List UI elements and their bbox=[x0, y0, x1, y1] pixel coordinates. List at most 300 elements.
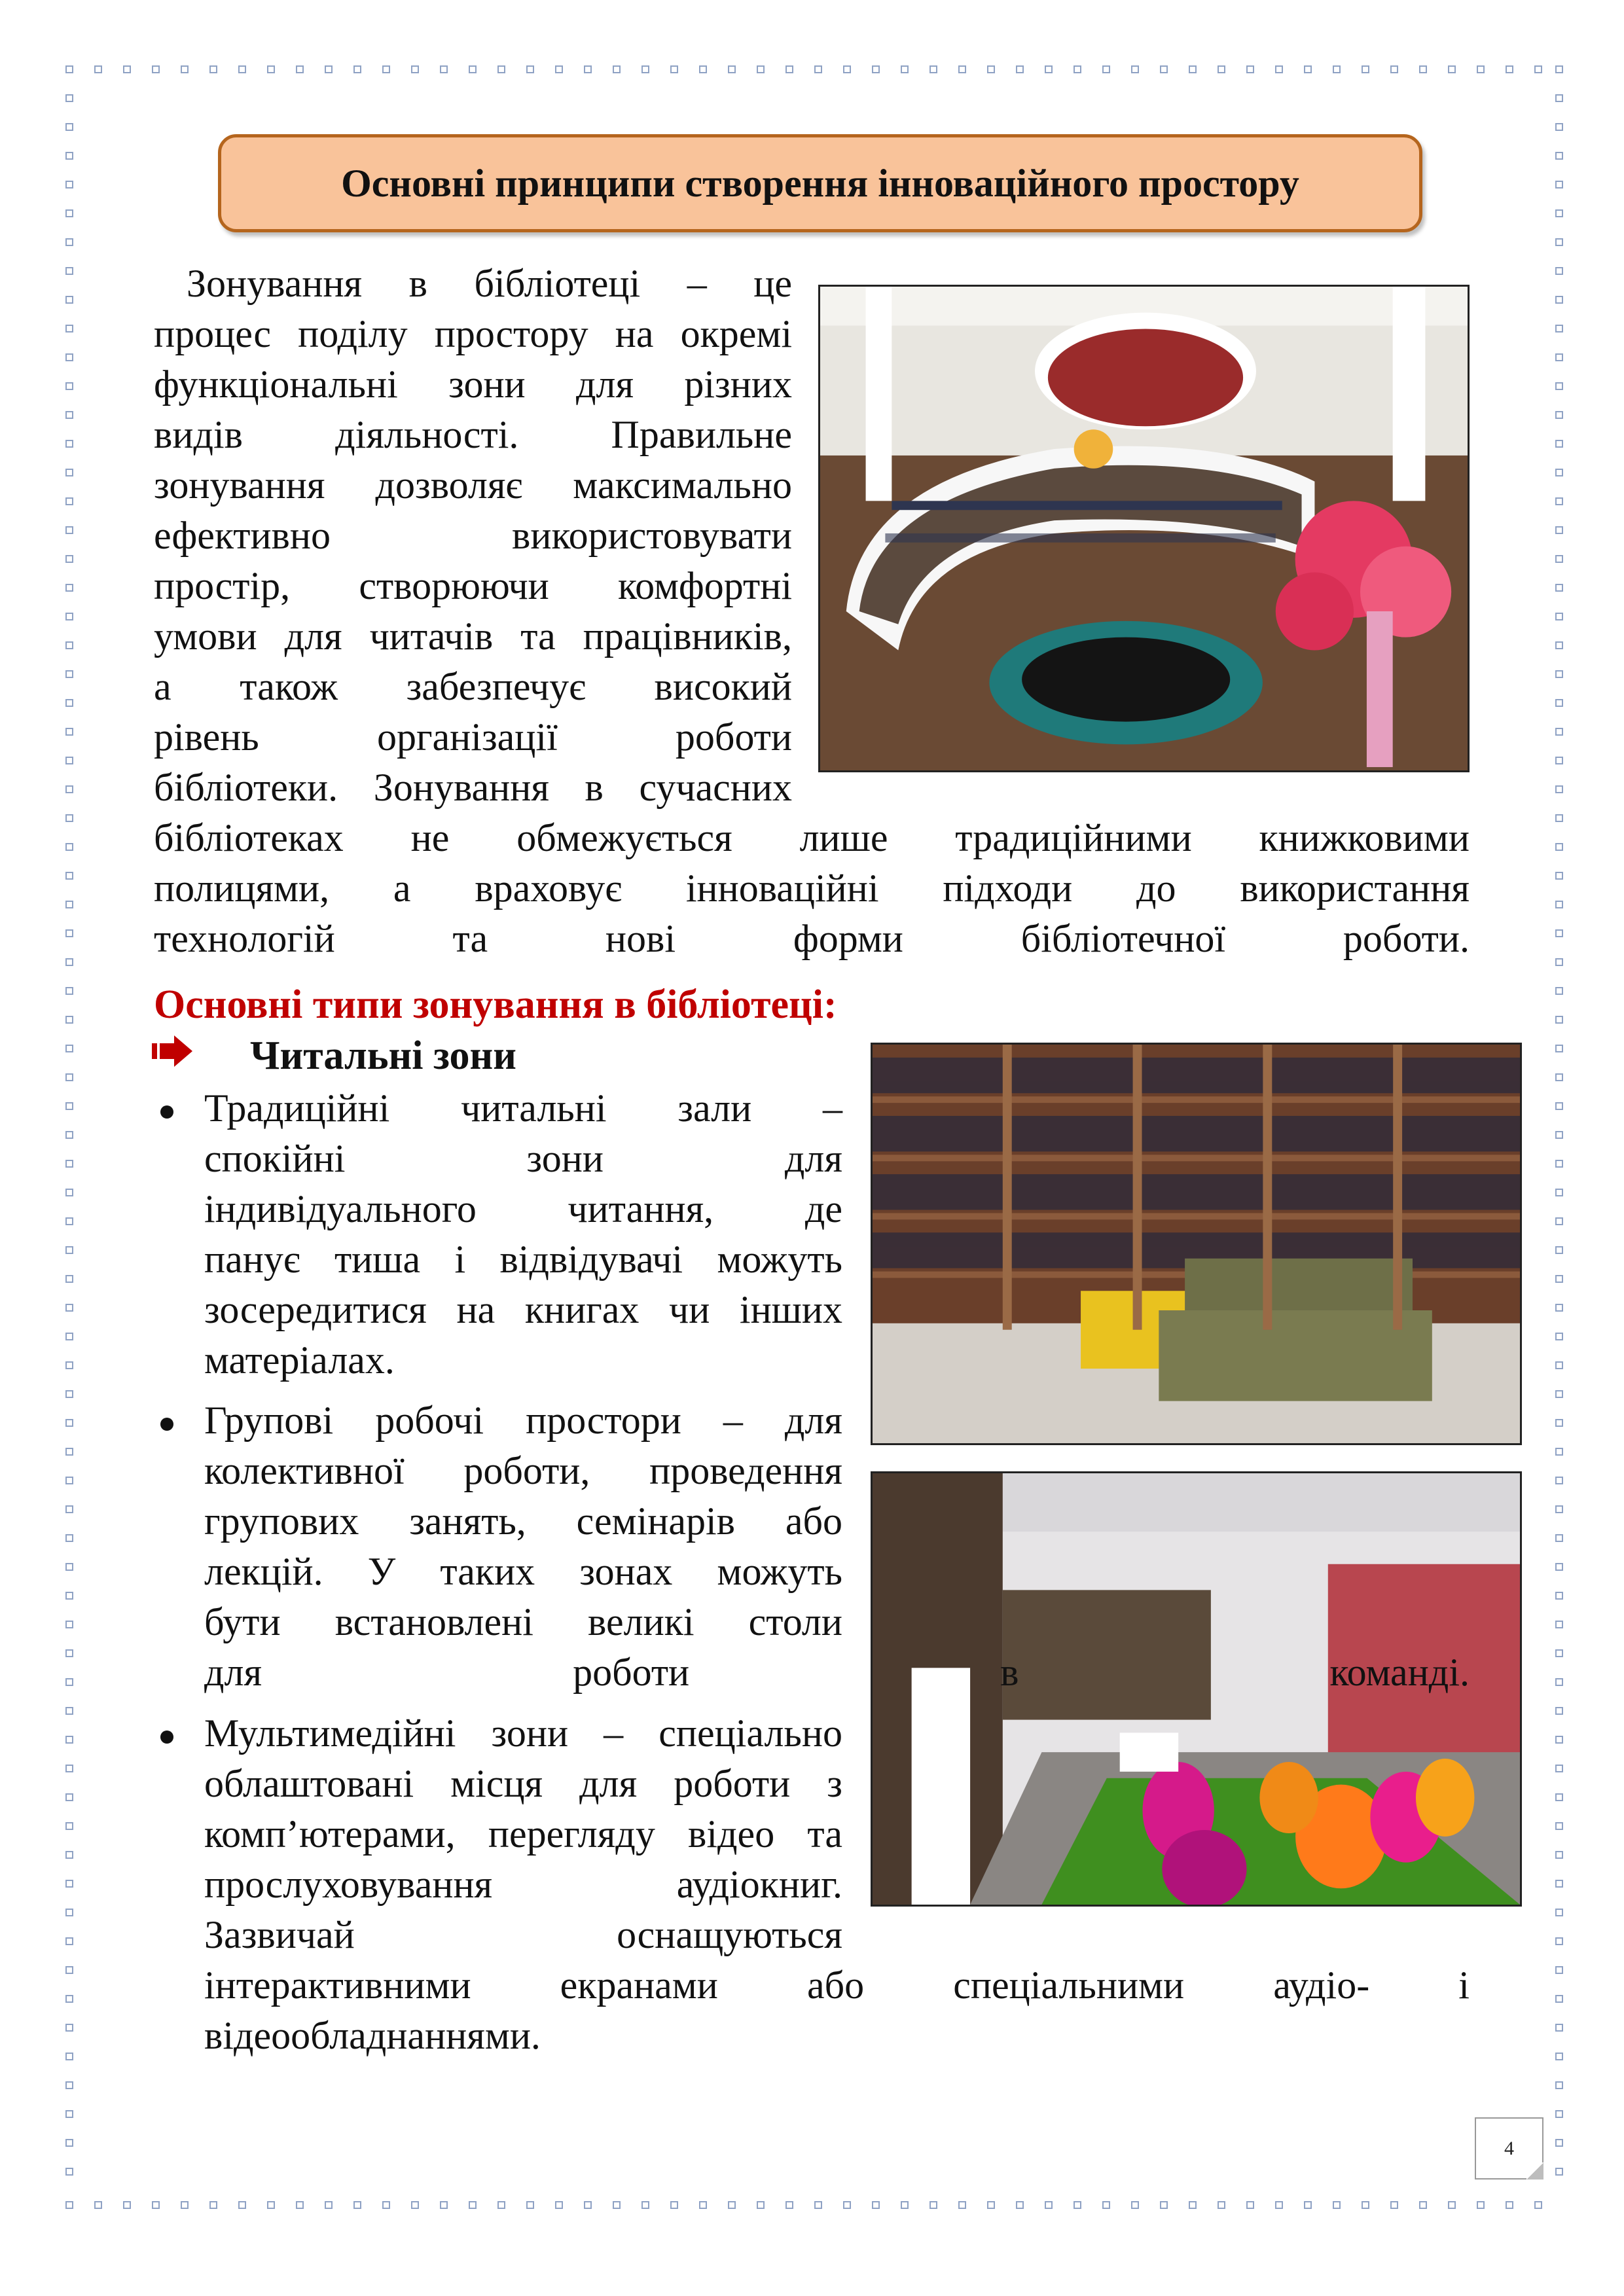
border-square bbox=[1555, 555, 1563, 563]
border-square bbox=[584, 65, 592, 73]
border-square bbox=[1555, 440, 1563, 448]
border-square bbox=[65, 1505, 73, 1513]
word: колективної bbox=[204, 1449, 405, 1492]
border-square bbox=[65, 267, 73, 275]
border-square bbox=[1246, 65, 1254, 73]
border-square bbox=[1555, 1419, 1563, 1427]
word: зонах bbox=[579, 1550, 673, 1593]
section-heading: Основні типи зонування в бібліотеці: bbox=[154, 982, 837, 1027]
border-square bbox=[929, 2201, 937, 2209]
word: читальні bbox=[461, 1086, 607, 1130]
border-square bbox=[1555, 181, 1563, 188]
text-line-last: технологій та нові форми бібліотечної роботи. bbox=[154, 917, 1470, 960]
word: екранами bbox=[560, 1964, 718, 2007]
border-square bbox=[1555, 1678, 1563, 1686]
border-square bbox=[1555, 353, 1563, 361]
text-line bbox=[154, 561, 792, 611]
border-square bbox=[65, 123, 73, 131]
border-square bbox=[1555, 1765, 1563, 1772]
text-line bbox=[154, 813, 1470, 863]
word: та bbox=[807, 1812, 842, 1856]
border-square bbox=[1045, 65, 1053, 73]
border-square bbox=[1246, 2201, 1254, 2209]
text-line-last: для роботи в команді. bbox=[204, 1651, 1470, 1694]
word: відео bbox=[688, 1812, 775, 1856]
border-square bbox=[65, 1016, 73, 1024]
word: і bbox=[1458, 1964, 1470, 2007]
border-square bbox=[382, 65, 390, 73]
word: великі bbox=[588, 1600, 695, 1643]
word: поділу bbox=[298, 312, 408, 355]
border-square bbox=[1362, 65, 1369, 73]
word: видів bbox=[154, 413, 243, 456]
border-square bbox=[757, 65, 765, 73]
border-square bbox=[785, 2201, 793, 2209]
word: зонування bbox=[154, 463, 325, 507]
border-square bbox=[929, 65, 937, 73]
text-line-last: відеообладнаннями. bbox=[204, 2014, 541, 2057]
border-square bbox=[65, 2024, 73, 2032]
text-line bbox=[204, 1597, 842, 1647]
border-square bbox=[469, 2201, 477, 2209]
border-square bbox=[65, 872, 73, 880]
border-square bbox=[65, 181, 73, 188]
border-square bbox=[238, 65, 246, 73]
border-square bbox=[1555, 699, 1563, 707]
border-square bbox=[1555, 929, 1563, 937]
border-square bbox=[1555, 872, 1563, 880]
word: місця bbox=[450, 1762, 543, 1805]
border-square bbox=[1555, 1822, 1563, 1830]
border-square bbox=[65, 353, 73, 361]
border-square bbox=[814, 65, 822, 73]
border-square bbox=[1362, 2201, 1369, 2209]
border-square bbox=[1555, 613, 1563, 620]
border-square bbox=[1555, 641, 1563, 649]
border-square bbox=[1555, 94, 1563, 102]
text-line bbox=[204, 1910, 842, 1960]
border-square bbox=[958, 2201, 966, 2209]
border-square bbox=[1218, 2201, 1225, 2209]
word: – bbox=[723, 1399, 743, 1442]
text-line bbox=[204, 1859, 842, 1910]
border-square bbox=[613, 2201, 621, 2209]
word: це bbox=[753, 262, 792, 305]
word: рівень bbox=[154, 715, 259, 759]
border-square bbox=[958, 65, 966, 73]
border-square bbox=[1555, 2168, 1563, 2176]
word: або bbox=[785, 1499, 842, 1543]
word: читачів bbox=[369, 615, 494, 658]
border-square bbox=[65, 728, 73, 736]
page-curl-icon bbox=[1526, 2162, 1543, 2179]
border-square bbox=[1555, 1851, 1563, 1859]
border-square bbox=[65, 1937, 73, 1945]
border-square bbox=[1448, 65, 1456, 73]
word: ефективно bbox=[154, 514, 331, 557]
word: бути bbox=[204, 1600, 281, 1643]
border-square bbox=[1555, 1102, 1563, 1110]
word: умови bbox=[154, 615, 257, 658]
word: аудіокниг. bbox=[676, 1863, 842, 1906]
word: перегляду bbox=[488, 1812, 655, 1856]
border-square bbox=[1555, 901, 1563, 908]
bullet-dot bbox=[160, 1418, 173, 1431]
border-square bbox=[152, 2201, 160, 2209]
border-square bbox=[1555, 238, 1563, 246]
word: процес bbox=[154, 312, 271, 355]
border-square bbox=[1131, 65, 1139, 73]
page-number: 4 bbox=[1504, 2137, 1514, 2159]
border-square bbox=[65, 670, 73, 678]
border-square bbox=[1555, 2024, 1563, 2032]
border-square bbox=[1555, 1390, 1563, 1398]
word: Правильне bbox=[611, 413, 792, 456]
border-square bbox=[1555, 584, 1563, 592]
text-line-last: матеріалах. bbox=[204, 1338, 395, 1382]
text-line bbox=[204, 1759, 842, 1809]
border-square bbox=[123, 2201, 131, 2209]
border-square bbox=[1555, 152, 1563, 160]
border-square bbox=[872, 65, 880, 73]
word: аудіо- bbox=[1273, 1964, 1370, 2007]
border-square bbox=[65, 1736, 73, 1744]
text-line bbox=[204, 1184, 842, 1234]
word: різних bbox=[684, 363, 792, 406]
text-line bbox=[154, 359, 792, 410]
border-square bbox=[1555, 1189, 1563, 1196]
word: У bbox=[367, 1550, 396, 1593]
word: панує bbox=[204, 1238, 300, 1281]
border-square bbox=[65, 785, 73, 793]
word: зосередитися bbox=[204, 1288, 427, 1331]
border-square bbox=[65, 987, 73, 995]
word: Традиційні bbox=[204, 1086, 390, 1130]
word: Групові bbox=[204, 1399, 334, 1442]
border-square bbox=[65, 699, 73, 707]
border-square bbox=[65, 1477, 73, 1484]
border-square bbox=[65, 209, 73, 217]
word: індивідуального bbox=[204, 1187, 477, 1230]
border-square bbox=[1506, 2201, 1513, 2209]
word: бібліотеці bbox=[474, 262, 641, 305]
border-square bbox=[65, 584, 73, 592]
word: спеціальними bbox=[953, 1964, 1185, 2007]
border-square bbox=[1333, 2201, 1341, 2209]
border-square bbox=[1555, 1937, 1563, 1945]
word: простори bbox=[526, 1399, 681, 1442]
border-square bbox=[1555, 469, 1563, 476]
border-square bbox=[670, 65, 678, 73]
border-square bbox=[65, 555, 73, 563]
word: і bbox=[454, 1238, 466, 1281]
word: до bbox=[1136, 867, 1176, 910]
word: а bbox=[154, 665, 171, 708]
word: з bbox=[827, 1762, 842, 1805]
border-square bbox=[1555, 1707, 1563, 1715]
border-square bbox=[814, 2201, 822, 2209]
border-square bbox=[65, 1995, 73, 2003]
border-square bbox=[1555, 1966, 1563, 1974]
word: таких bbox=[440, 1550, 535, 1593]
border-square bbox=[901, 2201, 909, 2209]
border-square bbox=[1102, 2201, 1110, 2209]
border-square bbox=[872, 2201, 880, 2209]
word: або bbox=[806, 1964, 865, 2007]
arrow-right-icon bbox=[152, 1035, 192, 1067]
word: для bbox=[575, 363, 634, 406]
word: книгах bbox=[524, 1288, 640, 1331]
text-line bbox=[154, 460, 792, 511]
border-square bbox=[1555, 296, 1563, 304]
border-square bbox=[65, 2168, 73, 2176]
border-square bbox=[65, 1304, 73, 1312]
border-square bbox=[267, 65, 275, 73]
border-square bbox=[65, 152, 73, 160]
border-square bbox=[1555, 843, 1563, 851]
text-line bbox=[204, 1083, 842, 1134]
border-square bbox=[526, 2201, 534, 2209]
border-square bbox=[670, 2201, 678, 2209]
border-square bbox=[1555, 814, 1563, 822]
border-square bbox=[757, 2201, 765, 2209]
border-square bbox=[1555, 670, 1563, 678]
border-square bbox=[785, 65, 793, 73]
word: в bbox=[585, 766, 604, 809]
word: Мультимедійні bbox=[204, 1712, 456, 1755]
border-square bbox=[1555, 1304, 1563, 1312]
word: книжковими bbox=[1259, 816, 1470, 859]
border-square bbox=[555, 2201, 563, 2209]
border-square bbox=[65, 1390, 73, 1398]
border-square bbox=[65, 814, 73, 822]
border-square bbox=[1555, 1736, 1563, 1744]
word: забезпечує bbox=[406, 665, 586, 708]
word: встановлені bbox=[334, 1600, 533, 1643]
border-square bbox=[1555, 1045, 1563, 1052]
border-square bbox=[497, 2201, 505, 2209]
text-line bbox=[154, 410, 792, 460]
word: лише bbox=[799, 816, 888, 859]
word: обмежується bbox=[516, 816, 732, 859]
border-square bbox=[65, 1592, 73, 1600]
border-square bbox=[65, 2053, 73, 2060]
border-square bbox=[440, 2201, 448, 2209]
word: діяльності. bbox=[335, 413, 519, 456]
bullet-item bbox=[204, 1708, 1470, 2061]
border-square bbox=[65, 958, 73, 966]
border-square bbox=[1160, 2201, 1168, 2209]
border-square bbox=[843, 65, 851, 73]
text-line bbox=[204, 1496, 842, 1547]
border-square bbox=[1555, 1995, 1563, 2003]
word: можуть bbox=[717, 1238, 842, 1281]
border-square bbox=[65, 1707, 73, 1715]
border-square bbox=[1555, 958, 1563, 966]
border-square bbox=[65, 1678, 73, 1686]
word: семінарів bbox=[576, 1499, 735, 1543]
border-square bbox=[65, 1966, 73, 1974]
border-square bbox=[1275, 65, 1283, 73]
word: можуть bbox=[717, 1550, 842, 1593]
word: окремі bbox=[680, 312, 792, 355]
border-square bbox=[1555, 1592, 1563, 1600]
border-square bbox=[469, 65, 477, 73]
border-square bbox=[65, 440, 73, 448]
border-square bbox=[353, 65, 361, 73]
border-square bbox=[65, 1563, 73, 1571]
word: створюючи bbox=[359, 564, 549, 607]
text-line bbox=[154, 511, 792, 561]
border-square bbox=[65, 1189, 73, 1196]
word: зони bbox=[526, 1137, 604, 1180]
border-square bbox=[65, 382, 73, 390]
word: де bbox=[804, 1187, 842, 1230]
border-square bbox=[296, 2201, 304, 2209]
word: тиша bbox=[334, 1238, 421, 1281]
word: спеціально bbox=[659, 1712, 842, 1755]
border-square bbox=[65, 641, 73, 649]
word: та bbox=[520, 615, 556, 658]
word: читання, bbox=[568, 1187, 714, 1230]
border-square bbox=[1419, 2201, 1427, 2209]
border-square bbox=[65, 1909, 73, 1916]
text-line bbox=[204, 1809, 842, 1859]
word: робочі bbox=[375, 1399, 484, 1442]
border-square bbox=[1555, 325, 1563, 332]
word: комп’ютерами, bbox=[204, 1812, 456, 1856]
border-square bbox=[65, 94, 73, 102]
border-square bbox=[1555, 1649, 1563, 1657]
text-line bbox=[204, 1134, 842, 1184]
word: інтерактивними bbox=[204, 1964, 471, 2007]
word: а bbox=[393, 867, 411, 910]
border-square bbox=[411, 65, 419, 73]
border-square bbox=[728, 65, 736, 73]
word: дозволяє bbox=[375, 463, 523, 507]
text-line bbox=[154, 611, 792, 662]
border-square bbox=[65, 843, 73, 851]
word: високий bbox=[654, 665, 792, 708]
border-square bbox=[209, 65, 217, 73]
text-line bbox=[204, 1547, 842, 1597]
border-square bbox=[1534, 65, 1542, 73]
border-square bbox=[65, 1851, 73, 1859]
border-square bbox=[65, 1765, 73, 1772]
border-square bbox=[1074, 2201, 1081, 2209]
border-square bbox=[65, 1649, 73, 1657]
word: для bbox=[579, 1762, 638, 1805]
border-square bbox=[325, 65, 333, 73]
word: простору bbox=[434, 312, 588, 355]
word: проведення bbox=[649, 1449, 842, 1492]
border-square bbox=[65, 497, 73, 505]
border-square bbox=[1555, 1073, 1563, 1081]
border-square bbox=[1304, 2201, 1312, 2209]
intro-paragraph bbox=[154, 259, 1470, 964]
text-line bbox=[204, 1708, 842, 1759]
word: відвідувачі bbox=[499, 1238, 683, 1281]
border-square bbox=[181, 65, 189, 73]
border-square bbox=[1333, 65, 1341, 73]
border-square bbox=[65, 1275, 73, 1283]
text-line bbox=[154, 259, 792, 309]
word: інноваційні bbox=[685, 867, 879, 910]
border-square bbox=[1304, 65, 1312, 73]
word: – bbox=[687, 262, 707, 305]
border-square bbox=[152, 65, 160, 73]
border-square bbox=[123, 65, 131, 73]
border-square bbox=[1555, 1160, 1563, 1168]
border-square bbox=[1555, 1909, 1563, 1916]
border-square bbox=[65, 1217, 73, 1225]
border-square bbox=[238, 2201, 246, 2209]
word: простір, bbox=[154, 564, 291, 607]
bullet-dot bbox=[160, 1105, 173, 1119]
border-square bbox=[94, 2201, 102, 2209]
text-line bbox=[154, 309, 792, 359]
border-square bbox=[65, 1246, 73, 1254]
border-square bbox=[843, 2201, 851, 2209]
border-square bbox=[1506, 65, 1513, 73]
border-square bbox=[65, 901, 73, 908]
border-square bbox=[267, 2201, 275, 2209]
text-line bbox=[204, 1234, 842, 1285]
border-square bbox=[1555, 1448, 1563, 1456]
border-square bbox=[1555, 2110, 1563, 2118]
word: лекцій. bbox=[204, 1550, 323, 1593]
page-title: Основні принципи створення інноваційного простору bbox=[341, 161, 1299, 205]
border-square bbox=[65, 65, 73, 73]
border-square bbox=[65, 613, 73, 620]
border-square bbox=[699, 2201, 707, 2209]
border-square bbox=[1555, 1621, 1563, 1628]
border-square bbox=[65, 526, 73, 534]
border-square bbox=[94, 65, 102, 73]
border-square bbox=[65, 1419, 73, 1427]
word: організації bbox=[376, 715, 558, 759]
border-square bbox=[1555, 1880, 1563, 1888]
border-square bbox=[1555, 411, 1563, 419]
title-box bbox=[218, 134, 1422, 232]
border-square bbox=[65, 238, 73, 246]
border-square bbox=[728, 2201, 736, 2209]
word: використання bbox=[1240, 867, 1470, 910]
border-square bbox=[65, 411, 73, 419]
text-line bbox=[204, 1285, 842, 1335]
word: роботи bbox=[674, 1762, 791, 1805]
word: працівників, bbox=[583, 615, 792, 658]
page-number-box bbox=[1475, 2117, 1543, 2179]
word: роботи bbox=[675, 715, 792, 759]
border-square bbox=[65, 1822, 73, 1830]
border-square bbox=[1189, 2201, 1197, 2209]
word: на bbox=[615, 312, 654, 355]
border-square bbox=[65, 1534, 73, 1542]
word: оснащуються bbox=[617, 1913, 842, 1956]
bullet-item bbox=[204, 1083, 1470, 1386]
border-square bbox=[641, 65, 649, 73]
border-square bbox=[1390, 2201, 1398, 2209]
border-square bbox=[1534, 2201, 1542, 2209]
border-square bbox=[65, 1045, 73, 1052]
bullet-dot bbox=[160, 1731, 173, 1744]
word: групових bbox=[204, 1499, 359, 1543]
word: – bbox=[604, 1712, 624, 1755]
border-square bbox=[353, 2201, 361, 2209]
word: облаштовані bbox=[204, 1762, 414, 1805]
border-square bbox=[1555, 2053, 1563, 2060]
